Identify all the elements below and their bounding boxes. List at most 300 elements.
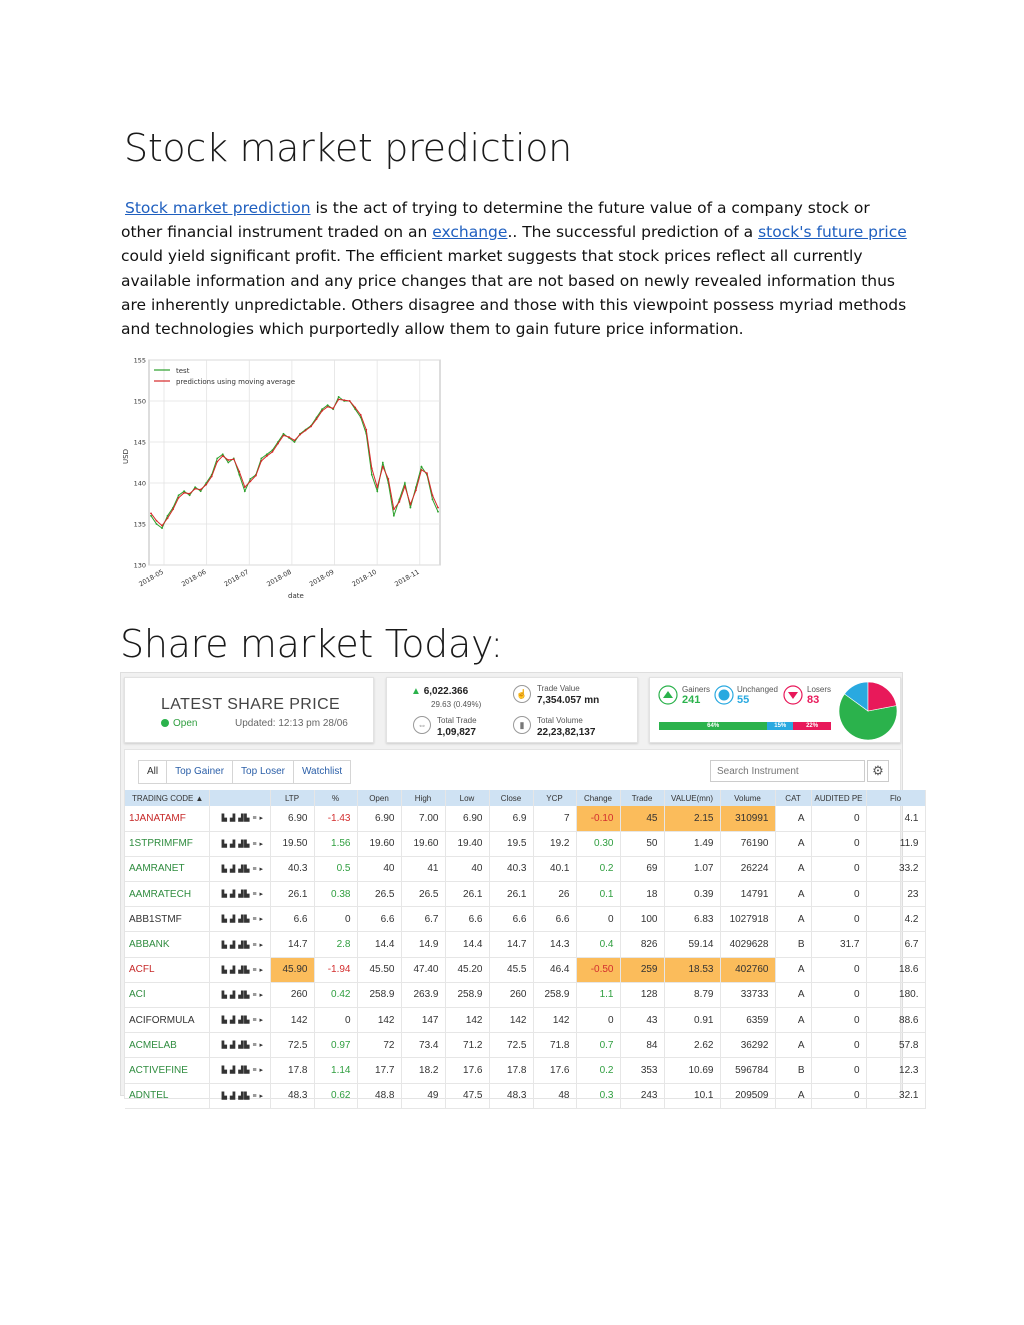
total-volume: 22,23,82,137: [537, 727, 596, 738]
row-value: 10.1: [664, 1083, 720, 1108]
row-low: 45.20: [445, 957, 489, 982]
row-low: 258.9: [445, 982, 489, 1007]
row-ycp: 142: [533, 1008, 576, 1033]
chart-point-test: [371, 474, 373, 476]
chart-point-predictions: [233, 458, 235, 460]
chart-point-test: [437, 511, 439, 513]
row-close: 6.6: [489, 907, 533, 932]
volume-bars-icon: ▮: [513, 716, 531, 734]
chart-point-test: [189, 494, 191, 496]
row-trading-code[interactable]: ACI: [125, 982, 209, 1007]
row-audited-pe: 31.7: [811, 932, 866, 957]
row-change: 0.1: [576, 882, 620, 907]
col-header-high: High: [401, 790, 445, 806]
row-ltp: 17.8: [270, 1058, 314, 1083]
chart-point-test: [227, 462, 229, 464]
row-volume: 76190: [720, 831, 775, 856]
chart-point-test: [178, 494, 180, 496]
row-flo: 33.2: [866, 856, 925, 881]
row-cat: A: [775, 907, 811, 932]
row-trading-code[interactable]: AAMRANET: [125, 856, 209, 881]
row-trade: 100: [620, 907, 664, 932]
row-audited-pe: 0: [811, 957, 866, 982]
table-row[interactable]: [125, 1083, 925, 1108]
row-value: 1.49: [664, 831, 720, 856]
row-flo: 88.6: [866, 1008, 925, 1033]
row-volume: 209509: [720, 1083, 775, 1108]
row-low: 17.6: [445, 1058, 489, 1083]
chart-point-predictions: [321, 410, 323, 412]
chart-point-test: [216, 458, 218, 460]
breadth-pie-chart: [838, 681, 898, 741]
row-cat: A: [775, 831, 811, 856]
col-header-change: Change: [576, 790, 620, 806]
chart-point-predictions: [205, 484, 207, 486]
col-header-value-mn: VALUE(mn): [664, 790, 720, 806]
row-audited-pe: 0: [811, 1083, 866, 1108]
row-trading-code[interactable]: ACTIVEFINE: [125, 1058, 209, 1083]
row-low: 40: [445, 856, 489, 881]
row-high: 7.00: [401, 806, 445, 831]
row-volume: 33733: [720, 982, 775, 1007]
chart-point-predictions: [316, 418, 318, 420]
row-cat: B: [775, 1058, 811, 1083]
chart-point-test: [338, 396, 340, 398]
row-low: 6.6: [445, 907, 489, 932]
breadth-bar-losers: 22%: [793, 722, 831, 730]
latest-share-price-title: LATEST SHARE PRICE: [161, 696, 341, 713]
chart-point-predictions: [189, 493, 191, 495]
row-open: 19.60: [357, 831, 401, 856]
row-change: 0: [576, 907, 620, 932]
row-high: 26.5: [401, 882, 445, 907]
col-header-volume: Volume: [720, 790, 775, 806]
row-high: 263.9: [401, 982, 445, 1007]
row-ycp: 258.9: [533, 982, 576, 1007]
row-open: 258.9: [357, 982, 401, 1007]
chart-point-test: [200, 490, 202, 492]
row-ltp: 14.7: [270, 932, 314, 957]
up-triangle-icon: ▲: [411, 686, 421, 697]
row-close: 260: [489, 982, 533, 1007]
col-header-flo: Flo: [866, 790, 925, 806]
row-percent: 0: [314, 1008, 357, 1033]
chart-point-predictions: [327, 406, 329, 408]
row-volume: 310991: [720, 806, 775, 831]
chart-y-tick-label: 130: [133, 561, 146, 570]
chart-x-tick-label: 2018-05: [137, 567, 165, 589]
row-quick-link-icons[interactable]: ▙ ▟ ▟▙ ≡ ▸: [209, 1008, 270, 1033]
row-change: -0.10: [576, 806, 620, 831]
breadth-card: [649, 677, 901, 743]
table-row[interactable]: [125, 806, 925, 831]
row-change: 0.30: [576, 831, 620, 856]
row-value: 2.62: [664, 1033, 720, 1058]
row-quick-link-icons[interactable]: ▙ ▟ ▟▙ ≡ ▸: [209, 882, 270, 907]
intro-text-1: is the act of trying to determine the future value of a company stock or other financial instrument traded on an: [121, 199, 870, 242]
row-quick-link-icons[interactable]: ▙ ▟ ▟▙ ≡ ▸: [209, 1058, 270, 1083]
table-row[interactable]: [125, 1033, 925, 1058]
col-header-audited-pe: AUDITED PE: [811, 790, 866, 806]
row-ltp: 48.3: [270, 1083, 314, 1108]
row-volume: 1027918: [720, 907, 775, 932]
chart-point-predictions: [283, 435, 285, 437]
chart-point-predictions: [238, 471, 240, 473]
row-quick-link-icons[interactable]: ▙ ▟ ▟▙ ≡ ▸: [209, 1083, 270, 1108]
breadth-bar-gainers: 64%: [659, 722, 767, 730]
row-volume: 14791: [720, 882, 775, 907]
chart-point-predictions: [172, 508, 174, 510]
row-close: 17.8: [489, 1058, 533, 1083]
intro-paragraph: [121, 196, 911, 341]
chart-point-predictions: [343, 399, 345, 401]
row-close: 26.1: [489, 882, 533, 907]
chart-point-test: [244, 490, 246, 492]
chart-y-tick-label: 145: [133, 438, 146, 447]
page-title: Stock market prediction: [124, 126, 572, 170]
row-trading-code[interactable]: ABBANK: [125, 932, 209, 957]
row-change: 0.4: [576, 932, 620, 957]
row-trade: 69: [620, 856, 664, 881]
row-flo: 11.9: [866, 831, 925, 856]
unchanged-count: 55: [737, 694, 750, 706]
row-high: 47.40: [401, 957, 445, 982]
table-row[interactable]: [125, 1058, 925, 1083]
chart-point-predictions: [410, 503, 412, 505]
chart-point-predictions: [266, 455, 268, 457]
row-value: 59.14: [664, 932, 720, 957]
col-header-ycp: YCP: [533, 790, 576, 806]
row-trade: 259: [620, 957, 664, 982]
row-ycp: 14.3: [533, 932, 576, 957]
row-low: 14.4: [445, 932, 489, 957]
x-axis-label: date: [288, 592, 304, 600]
row-close: 48.3: [489, 1083, 533, 1108]
chart-point-predictions: [299, 434, 301, 436]
chart-x-tick-label: 2018-06: [180, 567, 208, 589]
chart-point-predictions: [305, 430, 307, 432]
row-flo: 4.1: [866, 806, 925, 831]
row-percent: 1.14: [314, 1058, 357, 1083]
row-trade: 353: [620, 1058, 664, 1083]
chart-point-predictions: [432, 494, 434, 496]
row-trading-code[interactable]: AAMRATECH: [125, 882, 209, 907]
pie-slice-losers: [868, 682, 896, 711]
row-change: 1.1: [576, 982, 620, 1007]
index-change: 29.63 (0.49%): [431, 700, 482, 709]
row-high: 41: [401, 856, 445, 881]
row-volume: 402760: [720, 957, 775, 982]
row-ltp: 6.90: [270, 806, 314, 831]
row-flo: 180.: [866, 982, 925, 1007]
row-percent: -1.43: [314, 806, 357, 831]
legend-test: test: [176, 367, 190, 375]
col-header-cat: CAT: [775, 790, 811, 806]
row-open: 40: [357, 856, 401, 881]
col-header-open: Open: [357, 790, 401, 806]
row-trade: 18: [620, 882, 664, 907]
row-ycp: 46.4: [533, 957, 576, 982]
losers-stat: Losers 83: [807, 685, 832, 706]
chart-point-predictions: [426, 472, 428, 474]
chart-y-tick-label: 155: [133, 356, 146, 365]
chart-point-test: [283, 433, 285, 435]
chart-point-predictions: [178, 497, 180, 499]
row-ltp: 40.3: [270, 856, 314, 881]
row-ycp: 6.6: [533, 907, 576, 932]
intro-text-3: could yield significant profit. The efficient market suggests that stock prices reflect all currently available information and any price changes that are not based on newly revealed information thus are inherently unpredictable. Others disagree and those with this viewpoint possess myriad methods and technologies which purportedly allow them to gain future price information.: [121, 247, 907, 339]
chart-point-test: [376, 490, 378, 492]
table-row[interactable]: [125, 831, 925, 856]
index-value-block: [411, 686, 468, 697]
row-close: 72.5: [489, 1033, 533, 1058]
row-open: 72: [357, 1033, 401, 1058]
row-percent: 2.8: [314, 932, 357, 957]
table-row[interactable]: [125, 982, 925, 1007]
gainers-icon: [658, 685, 678, 705]
row-quick-link-icons[interactable]: ▙ ▟ ▟▙ ≡ ▸: [209, 856, 270, 881]
col-header-low: Low: [445, 790, 489, 806]
row-open: 48.8: [357, 1083, 401, 1108]
row-volume: 6359: [720, 1008, 775, 1033]
chart-point-test: [421, 466, 423, 468]
row-trading-code[interactable]: 1JANATAMF: [125, 806, 209, 831]
row-ycp: 48: [533, 1083, 576, 1108]
chart-x-tick-label: 2018-09: [307, 567, 336, 589]
link-stocks-future-price[interactable]: stock's future price: [758, 223, 907, 242]
row-close: 45.5: [489, 957, 533, 982]
chart-point-predictions: [393, 508, 395, 510]
chart-point-predictions: [365, 429, 367, 431]
row-quick-link-icons[interactable]: ▙ ▟ ▟▙ ≡ ▸: [209, 957, 270, 982]
row-trade: 826: [620, 932, 664, 957]
tab-all[interactable]: All: [139, 761, 167, 783]
chart-y-tick-label: 135: [133, 520, 146, 529]
row-cat: A: [775, 1083, 811, 1108]
prediction-chart: [118, 352, 448, 602]
chart-point-predictions: [354, 407, 356, 409]
chart-point-predictions: [150, 512, 152, 514]
row-change: 0.7: [576, 1033, 620, 1058]
total-volume-label: Total Volume: [537, 716, 583, 725]
chart-point-predictions: [288, 436, 290, 438]
row-ltp: 6.6: [270, 907, 314, 932]
col-header-trading-code[interactable]: TRADING CODE ▲: [125, 790, 209, 806]
row-close: 142: [489, 1008, 533, 1033]
row-percent: 0.97: [314, 1033, 357, 1058]
chart-point-test: [393, 515, 395, 517]
col-header-ltp: LTP: [270, 790, 314, 806]
row-low: 142: [445, 1008, 489, 1033]
row-value: 8.79: [664, 982, 720, 1007]
row-audited-pe: 0: [811, 856, 866, 881]
row-cat: A: [775, 806, 811, 831]
chart-point-predictions: [260, 460, 262, 462]
search-instrument-input[interactable]: [710, 760, 865, 782]
row-quick-link-icons[interactable]: ▙ ▟ ▟▙ ≡ ▸: [209, 907, 270, 932]
chart-point-predictions: [404, 485, 406, 487]
row-high: 49: [401, 1083, 445, 1108]
row-audited-pe: 0: [811, 907, 866, 932]
chart-point-predictions: [277, 443, 279, 445]
row-volume: 596784: [720, 1058, 775, 1083]
link-icon: ⇔: [413, 716, 431, 734]
chart-point-predictions: [421, 469, 423, 471]
row-audited-pe: 0: [811, 831, 866, 856]
row-flo: 32.1: [866, 1083, 925, 1108]
row-cat: A: [775, 957, 811, 982]
chart-point-predictions: [216, 461, 218, 463]
row-trading-code[interactable]: ACMELAB: [125, 1033, 209, 1058]
chart-point-test: [410, 507, 412, 509]
row-trade: 43: [620, 1008, 664, 1033]
chart-point-predictions: [161, 525, 163, 527]
latest-share-price-card: [124, 677, 374, 743]
row-low: 6.90: [445, 806, 489, 831]
link-stock-market-prediction[interactable]: Stock market prediction: [125, 199, 311, 217]
row-trading-code[interactable]: ACFL: [125, 957, 209, 982]
row-trade: 128: [620, 982, 664, 1007]
chart-point-test: [404, 482, 406, 484]
row-trading-code[interactable]: ADNTEL: [125, 1083, 209, 1108]
chart-plot-area: [149, 360, 440, 565]
row-open: 17.7: [357, 1058, 401, 1083]
chart-point-test: [156, 523, 158, 525]
row-flo: 23: [866, 882, 925, 907]
row-ycp: 17.6: [533, 1058, 576, 1083]
row-high: 6.7: [401, 907, 445, 932]
tab-top-loser[interactable]: Top Loser: [233, 761, 294, 783]
row-low: 47.5: [445, 1083, 489, 1108]
row-volume: 4029628: [720, 932, 775, 957]
chart-point-predictions: [249, 480, 251, 482]
chart-point-predictions: [227, 459, 229, 461]
row-close: 6.9: [489, 806, 533, 831]
intro-text-2: .. The successful prediction of a: [507, 223, 759, 242]
row-quick-link-icons[interactable]: ▙ ▟ ▟▙ ≡ ▸: [209, 831, 270, 856]
row-value: 1.07: [664, 856, 720, 881]
row-low: 19.40: [445, 831, 489, 856]
row-ltp: 260: [270, 982, 314, 1007]
hand-coin-icon: ☝: [513, 685, 531, 703]
row-trade: 84: [620, 1033, 664, 1058]
chart-point-predictions: [211, 476, 213, 478]
row-change: 0.3: [576, 1083, 620, 1108]
chart-point-test: [432, 499, 434, 501]
row-audited-pe: 0: [811, 1008, 866, 1033]
row-ycp: 40.1: [533, 856, 576, 881]
unchanged-icon: [714, 685, 734, 705]
row-percent: 0: [314, 907, 357, 932]
gear-icon[interactable]: ⚙: [867, 760, 889, 782]
col-header-close: Close: [489, 790, 533, 806]
table-row[interactable]: [125, 932, 925, 957]
tab-top-gainer[interactable]: Top Gainer: [167, 761, 233, 783]
row-value: 0.91: [664, 1008, 720, 1033]
row-flo: 18.6: [866, 957, 925, 982]
row-change: 0.2: [576, 856, 620, 881]
row-audited-pe: 0: [811, 1033, 866, 1058]
instrument-table: [125, 790, 926, 1109]
table-row[interactable]: [125, 856, 925, 881]
gainers-count: 241: [682, 694, 701, 706]
row-change: 0: [576, 1008, 620, 1033]
chart-x-tick-label: 2018-10: [350, 567, 379, 589]
row-ycp: 19.2: [533, 831, 576, 856]
chart-point-predictions: [244, 486, 246, 488]
row-quick-link-icons[interactable]: ▙ ▟ ▟▙ ≡ ▸: [209, 982, 270, 1007]
row-cat: A: [775, 882, 811, 907]
row-cat: A: [775, 982, 811, 1007]
chart-point-predictions: [310, 426, 312, 428]
row-trading-code[interactable]: ABB1STMF: [125, 907, 209, 932]
row-open: 26.5: [357, 882, 401, 907]
tab-watchlist[interactable]: Watchlist: [301, 766, 343, 777]
chart-point-test: [327, 404, 329, 406]
row-open: 45.50: [357, 957, 401, 982]
chart-point-predictions: [360, 414, 362, 416]
row-percent: 0.38: [314, 882, 357, 907]
chart-point-predictions: [167, 517, 169, 519]
market-status: Open: [161, 718, 197, 729]
row-quick-link-icons[interactable]: ▙ ▟ ▟▙ ≡ ▸: [209, 932, 270, 957]
chart-point-test: [260, 458, 262, 460]
trade-value: 7,354.057 mn: [537, 695, 600, 706]
row-audited-pe: 0: [811, 1058, 866, 1083]
chart-point-test: [249, 478, 251, 480]
row-ltp: 142: [270, 1008, 314, 1033]
table-row[interactable]: [125, 1008, 925, 1033]
losers-count: 83: [807, 694, 820, 706]
losers-icon: [783, 685, 803, 705]
link-exchange[interactable]: exchange: [432, 223, 508, 242]
trade-value-label: Trade Value: [537, 684, 580, 693]
breadth-bar: [659, 722, 831, 730]
row-cat: A: [775, 1033, 811, 1058]
row-trading-code[interactable]: ACIFORMULA: [125, 1008, 209, 1033]
row-volume: 26224: [720, 856, 775, 881]
chart-x-tick-label: 2018-08: [265, 567, 293, 589]
chart-point-test: [294, 441, 296, 443]
table-row[interactable]: [125, 957, 925, 982]
row-change: -0.50: [576, 957, 620, 982]
row-ltp: 45.90: [270, 957, 314, 982]
table-row[interactable]: [125, 907, 925, 932]
col-header-trade: Trade: [620, 790, 664, 806]
row-change: 0.2: [576, 1058, 620, 1083]
row-quick-link-icons[interactable]: ▙ ▟ ▟▙ ≡ ▸: [209, 806, 270, 831]
chart-point-predictions: [255, 475, 257, 477]
row-quick-link-icons[interactable]: ▙ ▟ ▟▙ ≡ ▸: [209, 1033, 270, 1058]
section-title-share-market: Share market Today:: [120, 622, 503, 666]
chart-point-predictions: [398, 501, 400, 503]
row-high: 18.2: [401, 1058, 445, 1083]
legend-predictions: predictions using moving average: [176, 378, 296, 386]
table-header-row: [125, 790, 925, 806]
row-open: 6.6: [357, 907, 401, 932]
row-open: 6.90: [357, 806, 401, 831]
chart-point-predictions: [200, 489, 202, 491]
row-high: 14.9: [401, 932, 445, 957]
row-audited-pe: 0: [811, 806, 866, 831]
chart-point-predictions: [294, 439, 296, 441]
row-ltp: 19.50: [270, 831, 314, 856]
row-trade: 243: [620, 1083, 664, 1108]
row-open: 14.4: [357, 932, 401, 957]
chart-y-tick-label: 140: [133, 479, 146, 488]
table-row[interactable]: [125, 882, 925, 907]
row-trading-code[interactable]: 1STPRIMFMF: [125, 831, 209, 856]
